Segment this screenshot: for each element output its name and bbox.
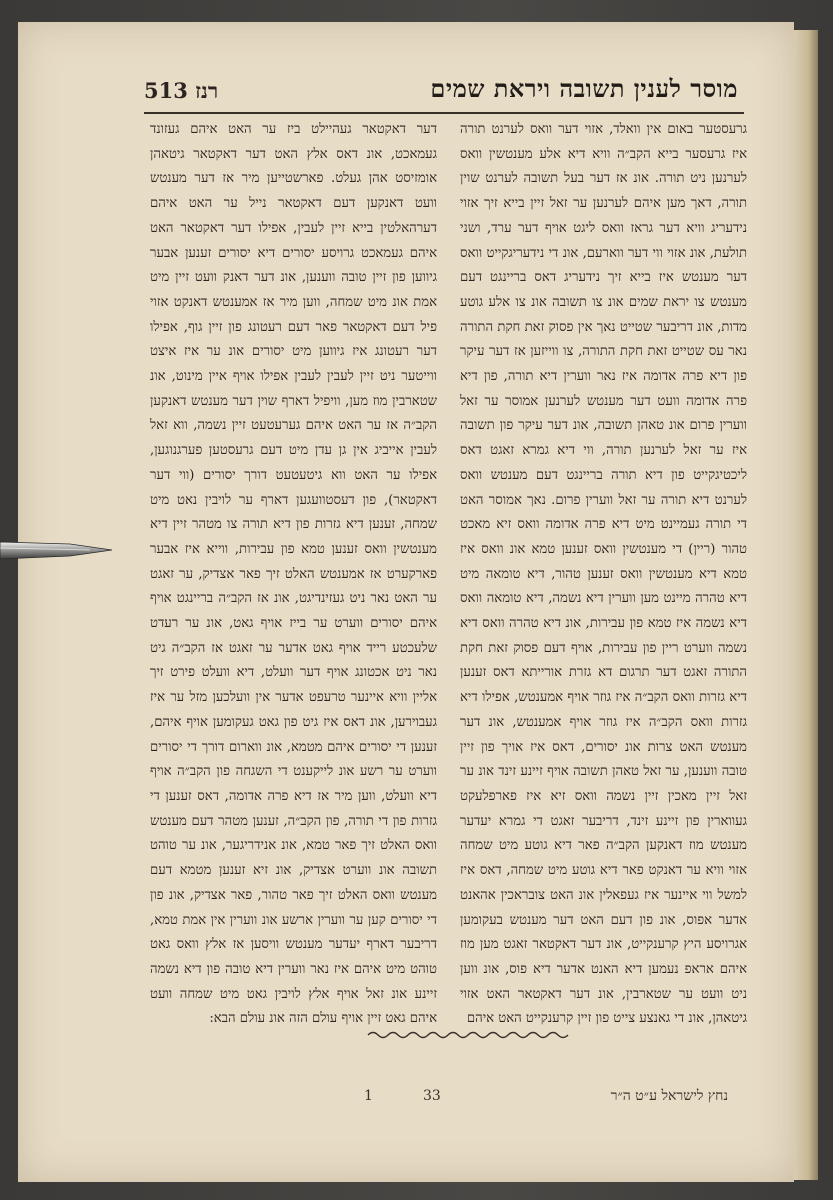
ornamental-divider (368, 1028, 568, 1042)
book-page (18, 22, 794, 1182)
column-text: דער דאקטאר געהיילט ביז ער האט איהם געזונד געמאכט, אונ דאס אלץ האט דער דאקטאר גיטאהן אומזיסט אהן געלט. פארשטייען מיר אז דער מענטש וועט דאנקען דעם דאקטאר נייל ער האט איהם דערהאלטין בייא זיין לעבין, אפילו דער דאקטאר האט איהם געמאכט גרויסע יסורים דיא יסורים זענען אבער גיווען פון זיין טובה ווענען, אונ דער דאנק וועט זיין מיט אמת אונ מיט שמחה, ווען מיר אז אמענטש דאנקט אזוי פיל דעם דאקטאר פאר דעם רעטונג פון זיין גוף, אפילו דער רעטונג איז גיווען מיט יסורים אונ ער איז איצט ווייטער ניט זיין לעבין לעבין אפילו אויף איין מינוט, אונ שטארבין מוז מען, וויפיל דארף שוין דער מענטש דאנקען הקב״ה אז ער האט איהם גערעטעט זיין נשמה, ווא זאל לעבין אייביג אין גן עדן מיט דעם גרעסטען פערגנוגען, אפילו ער האט ווא גיטעטעט דורך יסורים (ווי דער דאקטאר), פון דעסטוועגען דארף ער לויבין נאט מיט שמחה, זענען דיא גזרות פון דיא תורה צו מטהר זיין דיא מענטשין וואס זענען טמא פון עבירות, ווייא איז אבער פארקערט אז אמענטש האלט זיך פאר אצדיק, ער זאגט ער האט נאר ניט געזינדיגט, אונ אז הקב״ה בריינגט אויף איהם יסורים ווערט ער בייז אויף גאט, אונ ער רעדט שלעכטע רייד אויף גאט אדער ער זאגט אז הקב״ה גיט נאר ניט אכטונג אויף דער וועלט, דיא וועלט פירט זיך אליין וויא איינער טרעפט אדער אין וועלכען מזל ער איז געבוירען, אונ דאס איז גיט פון גאט געקומען אויף איהם, זענען די יסורים איהם מטמא, אונ ווארום דורך די יסורים ווערט ער רשע אונ לייקענט די השגחה פון הקב״ה אויף דיא וועלט, ווען מיר אז דיא פרה אדומה, דאס זענען די גזרות פון די תורה, פון הקב״ה, זענען מטהר דעם מענטש וואס האלט זיך פאר טמא, אונ אנידריגער, אונ ער טוהט תשובה אונ ווערט אצדיק, אונ זיא זענען מטמא דעם מענטש וואס האלט זיך פאר טהור, פאר אצדיק, אונ פון די יסורים קען ער ווערין ארשע אונ ווערין אין אמת טמא, דריבער דארף יעדער מענטש וויסען אז אלץ וואס גאט טוהט מיט איהם איז נאר ווערין דיא טובה פון דיא נשמה זיינע אונ זאל אויף אלץ לויבין גאט מיט שמחה וועט איהם גאט זיין אויף עולם הזה אונ עולם הבא: (150, 122, 437, 1027)
text-column-left (150, 118, 437, 1027)
column-text: גרעסטער באום אין וואלד, אזוי דער וואס לערנט תורה איז גרעסער בייא הקב״ה וויא דיא אלע מענטשין וואס לערנען ניט תורה. אונ אז דער בעל תשובה לערנט שוין תורה, דאך מען איהם לערנען ער זאל זיין בייא זיך אזוי נידעריג וויא דער גראז וואס ליגט אויף דער ערד, ושני תולעת, אונ אזוי ווי דער ווארעם, אונ די נידעריגקייט וואס דער מענטש איז בייא זיך נידעריג דאס בריינגט דעם מענטש צו יראת שמים אונ צו תשובה אונ צו אלע גוטע מדות, אונ דריבער שטייט נאך אין פסוק זאת חקת התורה נאר עס שטייט זאת חקת התורה, צו ווייזען אז דער עיקר פון דיא פרה אדומה איז נאר ווערין דיא תורה, פון דיא פרה אדומה וועט דער מענטש לערנען אמוסר ער זאל ווערין פרום אונ טאהן תשובה, אונ דער עיקר פון תשובה איז ער זאל לערנען תורה, ווי דיא גמרא זאגט דאס ליכטיגקייט פון דיא תורה בריינגט דעם מענטש וואס לערנט דיא תורה ער זאל ווערין פרום. נאך אמוסר האט די תורה געמיינט מיט דיא פרה אדומה וואס זיא מאכט טהור (ריין) די מענטשין וואס זענען טמא אונ וואס איז טמא דיא מענטשין וואס זענען טהור, דיא טומאה מיט דיא טהרה מיינט מען ווערין דיא נשמה, דיא טומאה וואס דיא נשמה איז טמא פון עבירות, אונ דיא טהרה וואס דיא נשמה ווערט ריין פון עבירות, אויף דעם פסוק זאת חקת התורה זאגט דער תרגום דא גזרת אורייתא דאס זענען דיא גזרות וואס הקב״ה איז גוזר אויף אמענטש, אפילו דיא גזרות וואס הקב״ה איז גוזר אויף אמענטש, אונ דער מענטש האט צרות אונ יסורים, דאס איז אויך פון זיין טובה ווענען, ער זאל טאהן תשובה אויף זיינע זינד אונ ער זאל זיין מאכין זיין נשמה וואס זיא איז פארפלעקט געווארין פון זיינע זינד, דריבער זאגט די גמרא יעדער מענטש מוז דאנקען הקב״ה פאר דיא גוטע מיט שמחה אזוי וויא ער דאנקט פאר דיא גוטע מיט שמחה, דאס איז למשל ווי איינער איז געפאלין אונ האט צובראכין אהאנט אדער אפוס, אונ פון דעם האט דער מענטש בעקומען אגרויסע היץ קרענקייט, אונ דער דאקטאר זאגט מען מוז איהם אראפ נעמען דיא האנט אדער דיא פוס, אונ ווען ניט וועט ער שטארבין, אונ דער דאקטאר האט אזוי גיטאהן, אונ די גאנצע צייט פון זיין קרענקייט האט איהם (460, 122, 747, 1027)
footer-imprint: נחץ לישראל ע״ט ה״ר (610, 1088, 728, 1104)
footer-page-number: 33 (423, 1088, 441, 1104)
page-header (18, 70, 794, 110)
page-number: 513 רנז (144, 78, 219, 103)
header-rule (144, 112, 744, 114)
signature-mark: 1 (364, 1088, 373, 1104)
letter-opener-icon (0, 532, 112, 568)
page-footer (18, 1086, 794, 1116)
text-column-right (460, 118, 747, 1027)
running-head: מוסר לענין תשובה ויראת שמים (430, 74, 738, 103)
page-edge (794, 30, 818, 1180)
